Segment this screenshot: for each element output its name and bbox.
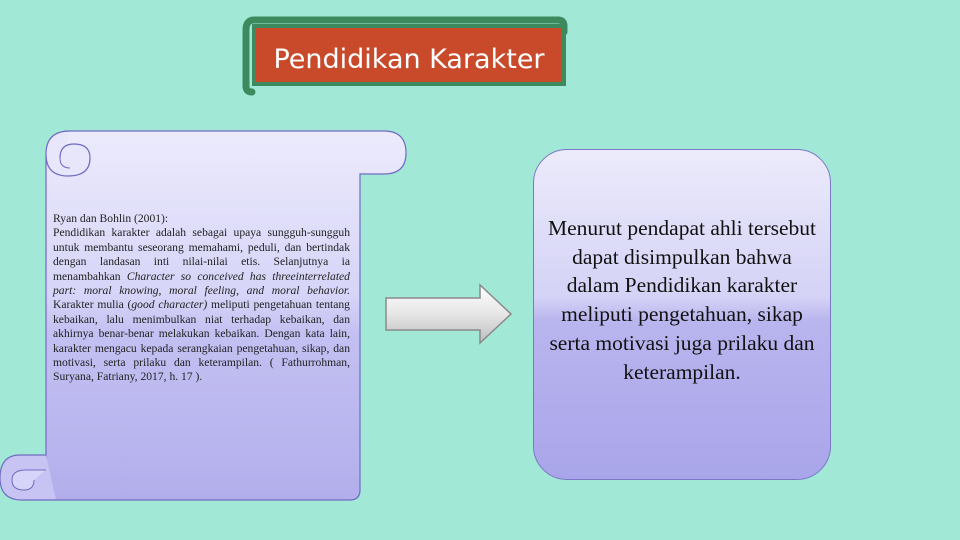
title-banner (240, 8, 568, 98)
quote-english: Character so conceived has threeinterrelated part: moral knowing, moral feeling, and moral behavior. (53, 269, 350, 298)
right-arrow-icon (384, 283, 514, 345)
quote-scroll (0, 128, 410, 504)
quote-text (53, 212, 350, 385)
quote-intro: Pendidikan karakter adalah sebagai upaya sungguh-sungguh untuk membantu seseorang memahami, peduli, dan bertindak dengan landasan inti nilai-nilai etis. Selanjutnya ia menambahkan (53, 226, 350, 283)
page-title: Pendidikan Karakter (273, 43, 545, 75)
quote-mid: Karakter mulia ( (53, 298, 132, 312)
quote-rest: meliputi pengetahuan tentang kebaikan, lalu menimbulkan niat terhadap kebaikan, dan akhirnya benar-benar melakukan kebaikan. Dengan kata lain, karakter mengacu kepada serangkaian pengetahuan, sikap, dan motivasi, serta prilaku dan keterampilan. (53, 298, 350, 370)
quote-good-character: good character) (131, 298, 208, 312)
conclusion-text: Menurut pendapat ahli tersebut dapat disimpulkan bahwa dalam Pendidikan karakter meliputi pengetahuan, sikap serta motivasi juga prilaku dan keterampilan. (547, 216, 817, 384)
quote-citation: ( Fathurrohman, Suryana, Fatriany, 2017, h. 17 ). (53, 356, 350, 384)
quote-body (53, 226, 350, 384)
quote-heading: Ryan dan Bohlin (2001): (53, 212, 169, 225)
